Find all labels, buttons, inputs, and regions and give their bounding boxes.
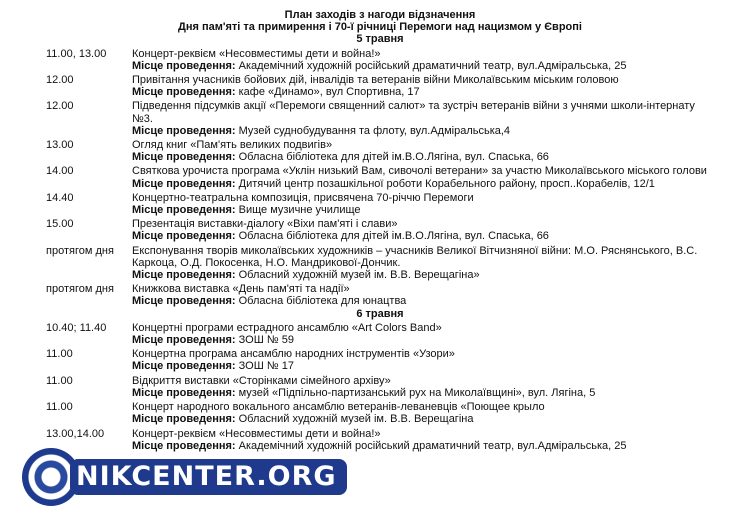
- venue-value: Обласний художній музей ім. В.В. Верещагіна»: [238, 269, 480, 282]
- event-row: [46, 165, 714, 189]
- event-row: [46, 100, 714, 137]
- event-details: [132, 139, 714, 163]
- event-venue: [132, 230, 714, 242]
- venue-value: Дитячий центр позашкільної роботи Корабельного району, просп..Корабелів, 12/1: [238, 177, 655, 190]
- venue-value: Вище музичне училище: [238, 204, 361, 217]
- venue-label: Місце проведення:: [132, 413, 236, 426]
- venue-label: Місце проведення:: [132, 230, 236, 243]
- days-container: [46, 33, 714, 452]
- venue-value: ЗОШ № 59: [238, 334, 294, 347]
- event-row: [46, 139, 714, 163]
- event-time: протягом дня: [46, 244, 114, 257]
- event-time: 15.00: [46, 218, 74, 231]
- event-description: Концертно-театральна композиція, присвячена 70-річчю Перемоги: [132, 191, 474, 204]
- event-description: Концерт-реквієм «Несовместимы дети и война!»: [132, 427, 381, 440]
- event-plan-document: [46, 9, 714, 452]
- event-description: Експонування творів миколаївських художників – учасників Великої Вітчизняної війни: М.О. Ряснянського, В.С. Каркоца, О.Д. Покосенка, Н.О. Мандрикової-Дончик.: [132, 244, 698, 269]
- event-description: Презентація виставки-діалогу «Віхи пам'яті і слави»: [132, 218, 398, 231]
- venue-value: Академічний художній російський драматичний театр, вул.Адміральська, 25: [238, 439, 627, 452]
- event-time: 11.00: [46, 401, 73, 414]
- venue-value: Обласна бібліотека для дітей ім.В.О.Лягіна, вул. Спаська, 66: [238, 230, 549, 243]
- day-heading: 5 травня: [356, 33, 404, 46]
- event-details: [132, 348, 714, 372]
- venue-label: Місце проведення:: [132, 269, 236, 282]
- event-time: 11.00, 13.00: [46, 47, 107, 60]
- venue-value: ЗОШ № 17: [238, 360, 294, 373]
- event-description: Книжкова виставка «День пам'яті та надії»: [132, 283, 350, 296]
- venue-label: Місце проведення:: [132, 59, 236, 72]
- event-description: Концерт народного вокального ансамблю ветеранів-леваневців «Поющее крыло: [132, 401, 545, 414]
- event-venue: [132, 334, 714, 346]
- event-details: [132, 401, 714, 425]
- venue-label: Місце проведення:: [132, 151, 236, 164]
- event-row: [46, 401, 714, 425]
- event-row: [46, 218, 714, 242]
- event-row: [46, 283, 714, 307]
- event-time: 11.00: [46, 374, 73, 387]
- event-venue: [132, 86, 714, 98]
- event-description: Концерт-реквієм «Несовместимы дети и война!»: [132, 47, 381, 60]
- day-heading: 6 травня: [356, 307, 404, 320]
- event-details: [132, 165, 714, 189]
- watermark-text: NIKCENTER.ORG: [70, 459, 347, 495]
- venue-label: Місце проведення:: [132, 295, 236, 308]
- event-time: 10.40; 11.40: [46, 321, 107, 334]
- event-time: 12.00: [46, 74, 74, 87]
- document-title-line1: План заходів з нагоди відзначення: [284, 9, 476, 21]
- event-details: [132, 100, 714, 137]
- event-row: [46, 48, 714, 72]
- event-time: 13.00: [46, 139, 74, 152]
- event-description: Концертна програма ансамблю народних інструментів «Узори»: [132, 348, 455, 361]
- event-time: 14.40: [46, 191, 74, 204]
- venue-label: Місце проведення:: [132, 386, 236, 399]
- event-details: [132, 322, 714, 346]
- document-title-line2: Дня пам'яті та примирення і 70-ї річниці Перемоги над нацизмом у Європі: [178, 21, 582, 34]
- event-time: 13.00,14.00: [46, 427, 105, 440]
- venue-value: кафе «Динамо», вул Спортивна, 17: [238, 86, 420, 99]
- event-description: Святкова урочиста програма «Уклін низький Вам, сивочолі ветерани» за участю Миколаївського міського голови: [132, 165, 707, 178]
- event-description: Концертні програми естрадного ансамблю «Art Colors Band»: [132, 321, 442, 334]
- event-time: 11.00: [46, 348, 73, 361]
- event-venue: [132, 151, 714, 163]
- venue-label: Місце проведення:: [132, 124, 236, 137]
- event-details: [132, 48, 714, 72]
- venue-value: Обласний художній музей ім. В.В. Верещагіна: [238, 413, 474, 426]
- event-venue: [132, 125, 714, 137]
- event-details: [132, 245, 714, 282]
- event-time: протягом дня: [46, 283, 114, 296]
- event-venue: [132, 178, 714, 190]
- venue-label: Місце проведення:: [132, 204, 236, 217]
- event-time: 12.00: [46, 100, 74, 113]
- event-description: Огляд книг «Пам'ять великих подвигів»: [132, 139, 333, 152]
- event-description: Відкриття виставки «Сторінками сімейного архіву»: [132, 374, 391, 387]
- event-venue: [132, 295, 714, 307]
- event-details: [132, 218, 714, 242]
- event-row: [46, 245, 714, 282]
- event-details: [132, 283, 714, 307]
- event-venue: [132, 60, 714, 72]
- venue-value: Музей суднобудування та флоту, вул.Адміральська,4: [238, 124, 511, 137]
- event-time: 14.00: [46, 165, 74, 178]
- event-details: [132, 192, 714, 216]
- venue-value: Обласна бібліотека для дітей ім.В.О.Лягіна, вул. Спаська, 66: [238, 151, 549, 164]
- event-row: [46, 375, 714, 399]
- event-details: [132, 74, 714, 98]
- venue-label: Місце проведення:: [132, 177, 236, 190]
- venue-label: Місце проведення:: [132, 360, 236, 373]
- venue-value: музей «Підпільно-партизанський рух на Миколаївщині», вул. Лягіна, 5: [238, 386, 596, 399]
- event-row: [46, 322, 714, 346]
- site-watermark: [14, 448, 337, 508]
- venue-label: Місце проведення:: [132, 86, 236, 99]
- event-row: [46, 192, 714, 216]
- event-venue: [132, 413, 714, 425]
- event-venue: [132, 387, 714, 399]
- venue-value: Академічний художній російський драматичний театр, вул.Адміральська, 25: [238, 59, 627, 72]
- venue-value: Обласна бібліотека для юнацтва: [238, 295, 407, 308]
- event-description: Привітання учасників бойових дій, інвалідів та ветеранів війни Миколаївським міським головою: [132, 74, 619, 87]
- event-venue: [132, 204, 714, 216]
- venue-label: Місце проведення:: [132, 334, 236, 347]
- event-details: [132, 375, 714, 399]
- event-row: [46, 348, 714, 372]
- event-venue: [132, 360, 714, 372]
- event-venue: [132, 269, 714, 281]
- venue-label: Місце проведення:: [132, 439, 236, 452]
- event-description: Підведення підсумків акції «Перемоги священний салют» та зустріч ветеранів війни з учнями школи-інтернату №3.: [132, 100, 695, 125]
- event-row: [46, 74, 714, 98]
